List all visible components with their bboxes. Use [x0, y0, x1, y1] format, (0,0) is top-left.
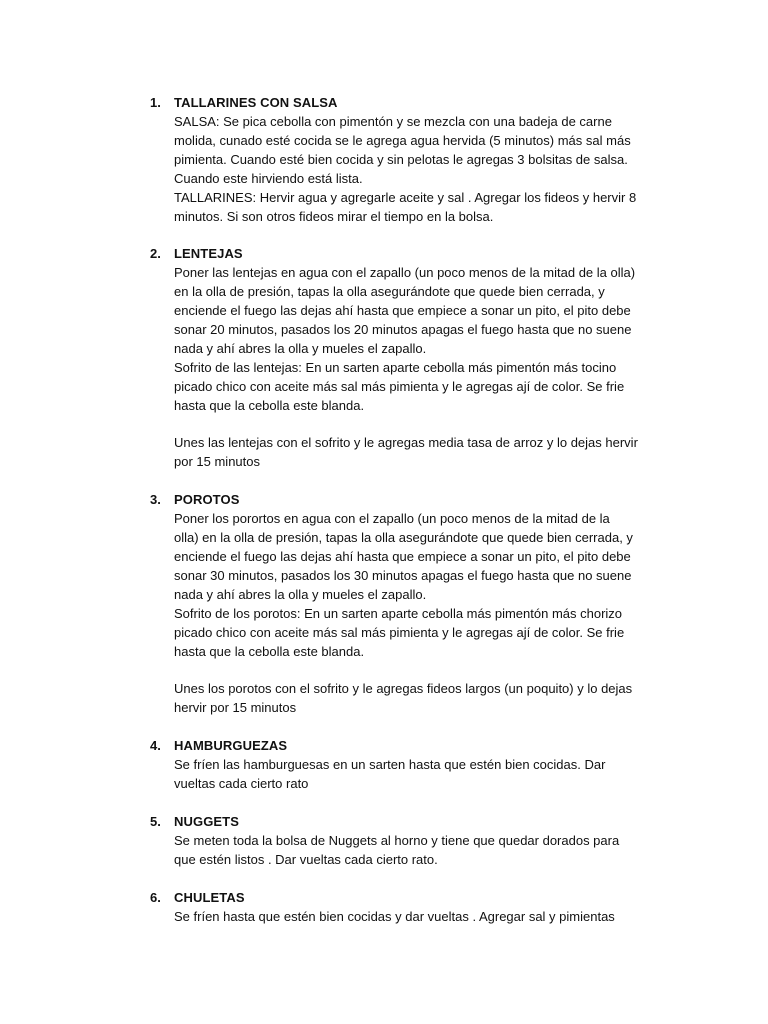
recipe-title: TALLARINES CON SALSA — [174, 95, 338, 110]
recipe-line: en la olla de presión, tapas la olla asegurándote que quede bien cerrada, y — [174, 284, 605, 299]
recipe-title: CHULETAS — [174, 890, 245, 905]
paragraph-gap — [174, 415, 670, 433]
recipe-line: TALLARINES: Hervir agua y agregarle aceite y sal . Agregar los fideos y hervir 8 — [174, 190, 637, 205]
recipe-line: sonar 20 minutos, pasados los 20 minutos apagas el fuego hasta que no suene — [174, 322, 632, 337]
recipe-item — [150, 812, 670, 869]
recipe-line: SALSA: Se pica cebolla con pimentón y se mezcla con una badeja de carne — [174, 114, 612, 129]
recipe-number: 4. — [150, 738, 161, 753]
recipe-item — [150, 736, 670, 793]
recipe-line: Cuando este hirviendo está lista. — [174, 171, 363, 186]
recipe-line: picado chico con aceite más sal más pimienta y le agregas ají de color. Se frie — [174, 379, 625, 394]
recipe-line: Unes las lentejas con el sofrito y le agregas media tasa de arroz y lo dejas hervir — [174, 435, 638, 450]
recipe-title: NUGGETS — [174, 814, 239, 829]
recipe-item — [150, 888, 670, 926]
recipe-line: olla) en la olla de presión, tapas la olla asegurándote que quede bien cerrada, y — [174, 530, 633, 545]
recipe-item — [150, 244, 670, 471]
recipe-line: hasta que la cebolla este blanda. — [174, 398, 365, 413]
recipe-item — [150, 93, 670, 226]
recipe-line: pimienta. Cuando esté bien cocida y sin pelotas le agregas 3 bolsitas de salsa. — [174, 152, 628, 167]
recipe-line: Se meten toda la bolsa de Nuggets al horno y tiene que quedar dorados para — [174, 833, 620, 848]
recipe-number: 3. — [150, 492, 161, 507]
recipe-line: Se fríen hasta que estén bien cocidas y dar vueltas . Agregar sal y pimientas — [174, 909, 615, 924]
recipe-title: POROTOS — [174, 492, 240, 507]
recipe-number: 6. — [150, 890, 161, 905]
recipe-line: vueltas cada cierto rato — [174, 776, 309, 791]
recipe-line: Poner las lentejas en agua con el zapallo (un poco menos de la mitad de la olla) — [174, 265, 636, 280]
recipe-line: enciende el fuego las dejas ahí hasta que empiece a sonar un pito, el pito debe — [174, 303, 631, 318]
recipe-body — [174, 812, 670, 869]
recipe-line: sonar 30 minutos, pasados los 30 minutos apagas el fuego hasta que no suene — [174, 568, 632, 583]
recipe-line: minutos. Si son otros fideos mirar el tiempo en la bolsa. — [174, 209, 494, 224]
recipe-line: hasta que la cebolla este blanda. — [174, 644, 365, 659]
recipe-line: Poner los porortos en agua con el zapallo (un poco menos de la mitad de la — [174, 511, 610, 526]
recipe-line: Sofrito de los porotos: En un sarten aparte cebolla más pimentón más chorizo — [174, 606, 623, 621]
recipe-title: LENTEJAS — [174, 246, 243, 261]
recipe-line: nada y ahí abres la olla y mueles el zapallo. — [174, 341, 427, 356]
recipe-number: 2. — [150, 246, 161, 261]
recipe-body — [174, 736, 670, 793]
recipe-body — [174, 93, 670, 226]
recipe-line: enciende el fuego las dejas ahí hasta que empiece a sonar un pito, el pito debe — [174, 549, 631, 564]
recipe-item — [150, 490, 670, 717]
recipe-title: HAMBURGUEZAS — [174, 738, 288, 753]
recipe-line: picado chico con aceite más sal más pimienta y le agregas ají de color. Se frie — [174, 625, 625, 640]
recipe-line: por 15 minutos — [174, 454, 260, 469]
recipe-line: que estén listos . Dar vueltas cada cierto rato. — [174, 852, 438, 867]
recipe-line: Unes los porotos con el sofrito y le agregas fideos largos (un poquito) y lo dejas — [174, 681, 633, 696]
recipe-body — [174, 888, 670, 926]
recipe-line: Se fríen las hamburguesas en un sarten hasta que estén bien cocidas. Dar — [174, 757, 606, 772]
recipe-line: Sofrito de las lentejas: En un sarten aparte cebolla más pimentón más tocino — [174, 360, 617, 375]
recipe-line: nada y ahí abres la olla y mueles el zapallo. — [174, 587, 427, 602]
recipe-number: 1. — [150, 95, 161, 110]
recipe-line: molida, cunado esté cocida se le agrega agua hervida (5 minutos) más sal más — [174, 133, 631, 148]
paragraph-gap — [174, 661, 670, 679]
recipe-body — [174, 244, 670, 471]
recipe-line: hervir por 15 minutos — [174, 700, 297, 715]
recipe-number: 5. — [150, 814, 161, 829]
recipe-body — [174, 490, 670, 717]
